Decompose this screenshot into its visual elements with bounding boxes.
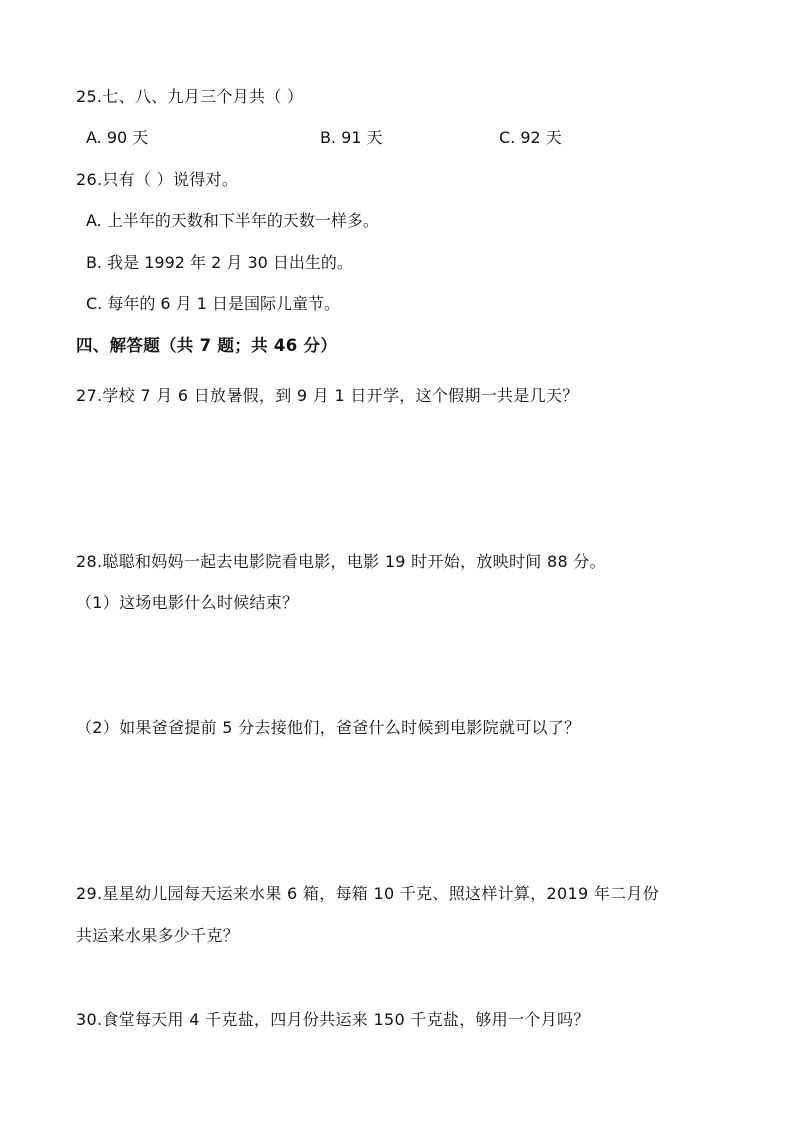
q28-sub2: （2）如果爸爸提前 5 分去接他们，爸爸什么时候到电影院就可以了？ [76, 718, 581, 737]
q26-stem: 26.只有（ ）说得对。 [76, 170, 239, 189]
q29-line1: 29.星星幼儿园每天运来水果 6 箱，每箱 10 千克、照这样计算，2019 年二月份 [76, 884, 660, 903]
q30-stem: 30.食堂每天用 4 千克盐，四月份共运来 150 千克盐，够用一个月吗？ [76, 1010, 590, 1029]
q26-option-a: A. 上半年的天数和下半年的天数一样多。 [86, 211, 379, 230]
section-heading: 四、解答题（共 7 题；共 46 分） [76, 336, 338, 355]
q27-stem: 27.学校 7 月 6 日放暑假，到 9 月 1 日开学，这个假期一共是几天？ [76, 386, 579, 405]
q29-line2: 共运来水果多少千克？ [76, 926, 240, 945]
q26-option-b: B. 我是 1992 年 2 月 30 日出生的。 [86, 253, 353, 272]
q26-option-c: C. 每年的 6 月 1 日是国际儿童节。 [86, 294, 341, 313]
q25-stem: 25.七、八、九月三个月共（ ） [76, 87, 304, 106]
q25-option-a: A. 90 天 [86, 128, 149, 147]
q28-sub1: （1）这场电影什么时候结束？ [76, 593, 299, 612]
q28-stem: 28.聪聪和妈妈一起去电影院看电影，电影 19 时开始，放映时间 88 分。 [76, 552, 606, 571]
q25-option-c: C. 92 天 [499, 128, 562, 147]
q25-option-b: B. 91 天 [320, 128, 383, 147]
